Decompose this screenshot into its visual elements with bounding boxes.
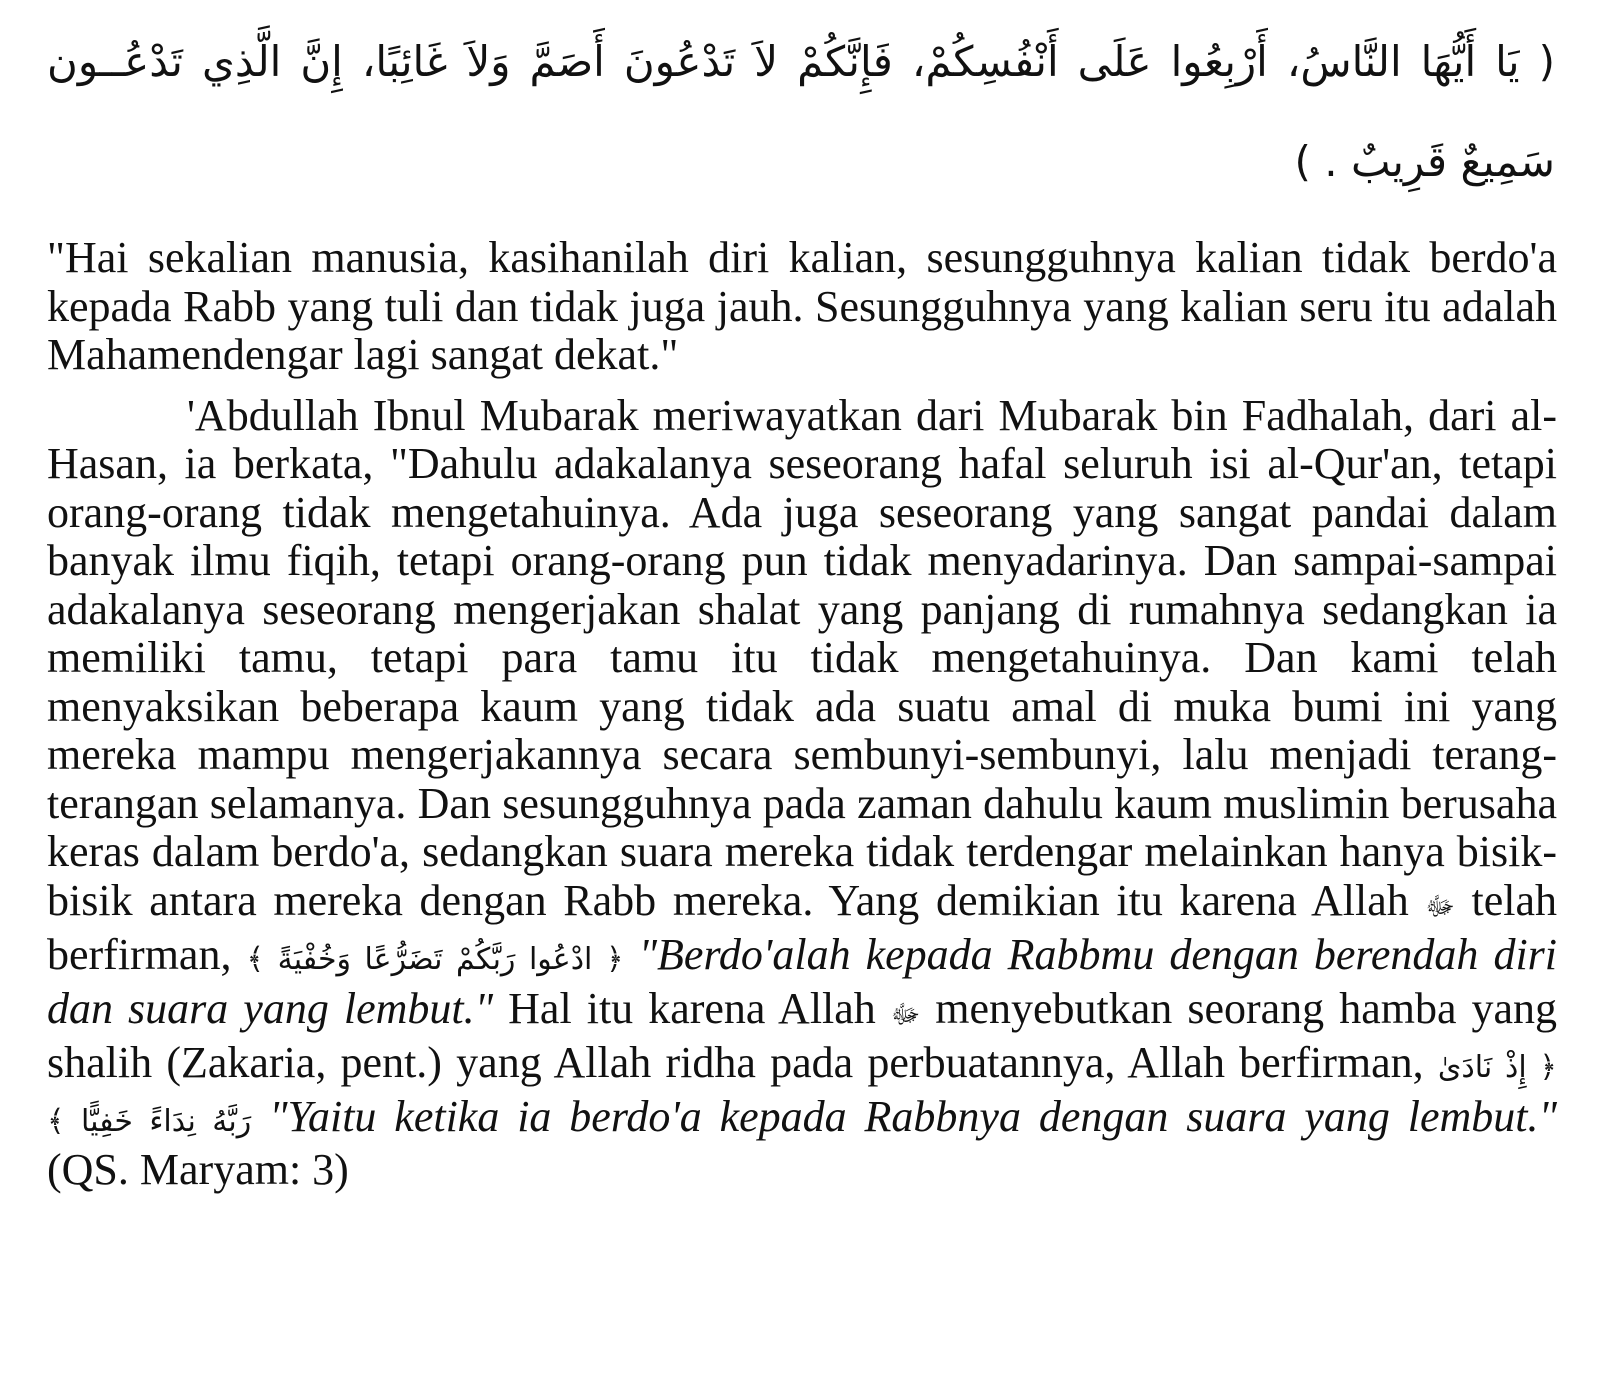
narration-continuation: Hal itu karena Allah bbox=[508, 983, 876, 1033]
narration-continuation: telah berfirman, bbox=[47, 875, 1558, 979]
hasan-narration-paragraph bbox=[47, 392, 1557, 1195]
narration-intro: 'Abdullah Ibnul Mubarak meriwayatkan dari Mubarak bin Fadhalah, dari al-Hasan, ia berkata, "Dahulu adakalanya seseorang hafal seluruh isi al-Qur'an, tetapi orang-orang tidak mengetahuinya. Ada juga seseorang yang sangat pandai dalam banyak ilmu fiqih, tetapi orang-orang pun tidak menyadarinya. Dan sampai-sampai adakalanya seseorang mengerjakan shalat yang panjang di rumahnya sedangkan ia memiliki tamu, tetapi para tamu itu tidak mengetahuinya. Dan kami telah menyaksikan beberapa kaum yang tidak ada suatu amal di muka bumi ini yang mereka mampu mengerjakannya secara sembunyi-sembunyi, lalu menjadi terang-terangan selamanya. Dan sesungguhnya pada zaman dahulu kaum muslimin berusaha keras dalam berdo'a, sedangkan suara mereka tidak terdengar melainkan hanya bisik-bisik antara mereka dengan Rabb mereka. Yang demikian itu karena Allah bbox=[47, 390, 1557, 925]
verse-arabic-al-araf: ﴿ ادْعُوا رَبَّكُمْ تَضَرُّعًا وَخُفْيَةً ﴾ bbox=[246, 942, 624, 977]
arabic-hadith-text: ( يَا أَيُّهَا النَّاسُ، أَرْبِعُوا عَلَى أَنْفُسِكُمْ، فَإِنَّكُمْ لاَ تَدْعُونَ أَصَمَّ وَلاَ غَائِبًا، إِنَّ الَّذِي تَدْعُــون سَمِيعٌ قَرِيبٌ . ) bbox=[47, 37, 1555, 186]
verse-translation-maryam: "Yaitu ketika ia berdo'a kepada Rabbnya dengan suara yang lembut." bbox=[269, 1091, 1557, 1141]
honorific-symbol: ﷻ bbox=[890, 999, 921, 1030]
hadith-translation: "Hai sekalian manusia, kasihanilah diri kalian, sesungguhnya kalian tidak berdo'a kepada Rabb yang tuli dan tidak juga jauh. Sesungguhnya yang kalian seru itu adalah Mahamendengar lagi sangat dekat." bbox=[47, 233, 1557, 379]
honorific-symbol: ﷻ bbox=[1425, 891, 1455, 922]
document-page bbox=[47, 12, 1557, 1195]
verse-citation: (QS. Maryam: 3) bbox=[47, 1145, 349, 1194]
verse-translation-al-araf: "Berdo'alah kepada Rabbmu dengan berendah diri dan suara yang lembut." bbox=[47, 930, 1558, 1033]
narration-continuation: menyebutkan seorang hamba yang shalih (Zakaria, pent.) yang Allah ridha pada perbuatannya, Allah berfirman, bbox=[47, 983, 1558, 1087]
verse-arabic-maryam: ﴿ إِذْ نَادَىٰ رَبَّهُ نِدَاءً خَفِيًّا ﴾ bbox=[47, 1050, 1558, 1139]
